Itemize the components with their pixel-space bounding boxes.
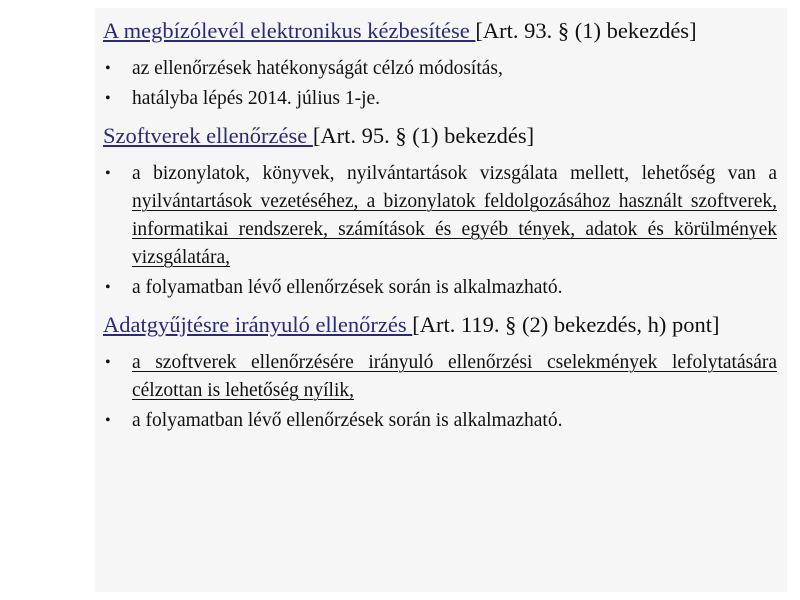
list-item <box>103 55 777 83</box>
bullet-icon: • <box>105 412 111 429</box>
list-item-text: a folyamatban lévő ellenőrzések során is alkalmazható. <box>132 277 563 298</box>
section-heading-szoftverek <box>103 121 777 150</box>
heading-reference: [Art. 119. § (2) bekezdés, h) pont] <box>412 312 720 337</box>
section-heading-adatgyujtes <box>103 310 777 339</box>
list-item-text: az ellenőrzések hatékonyságát célzó módosítás, <box>132 58 503 79</box>
bullet-list-szoftverek <box>103 160 777 302</box>
bullet-icon: • <box>105 279 111 296</box>
bullet-icon: • <box>105 354 111 371</box>
list-item-underlined-text: nyilvántartások vezetéséhez, a bizonylatok feldolgozásához használt szoftverek, informatikai rendszerek, számítások és egyéb tények, adatok és körülmények vizsgálatára, <box>132 191 777 268</box>
list-item-text: a bizonylatok, könyvek, nyilvántartások vizsgálata mellett, lehetőség van a <box>132 163 777 184</box>
bullet-list-megbizolevel <box>103 55 777 113</box>
heading-link-szoftverek[interactable]: Szoftverek ellenőrzése <box>103 123 313 148</box>
list-item <box>103 349 777 405</box>
list-item <box>103 407 777 435</box>
list-item <box>103 274 777 302</box>
bullet-list-adatgyujtes <box>103 349 777 435</box>
list-item-text: a folyamatban lévő ellenőrzések során is alkalmazható. <box>132 410 563 431</box>
section-heading-megbizolevel <box>103 16 777 45</box>
heading-reference: [Art. 93. § (1) bekezdés] <box>475 18 697 43</box>
bullet-icon: • <box>105 165 111 182</box>
bullet-icon: • <box>105 90 111 107</box>
heading-link-adatgyujtes[interactable]: Adatgyűjtésre irányuló ellenőrzés <box>103 312 413 337</box>
slide-content <box>95 8 787 592</box>
bullet-icon: • <box>105 60 111 77</box>
list-item <box>103 160 777 272</box>
heading-reference: [Art. 95. § (1) bekezdés] <box>312 123 535 148</box>
list-item-text: hatályba lépés 2014. július 1-je. <box>132 88 381 109</box>
list-item-underlined-text: a szoftverek ellenőrzésére irányuló ellenőrzési cselekmények lefolytatására célzottan is lehetőség nyílik, <box>132 352 777 401</box>
list-item <box>103 85 777 113</box>
heading-link-megbizolevel[interactable]: A megbízólevél elektronikus kézbesítése <box>103 18 476 43</box>
